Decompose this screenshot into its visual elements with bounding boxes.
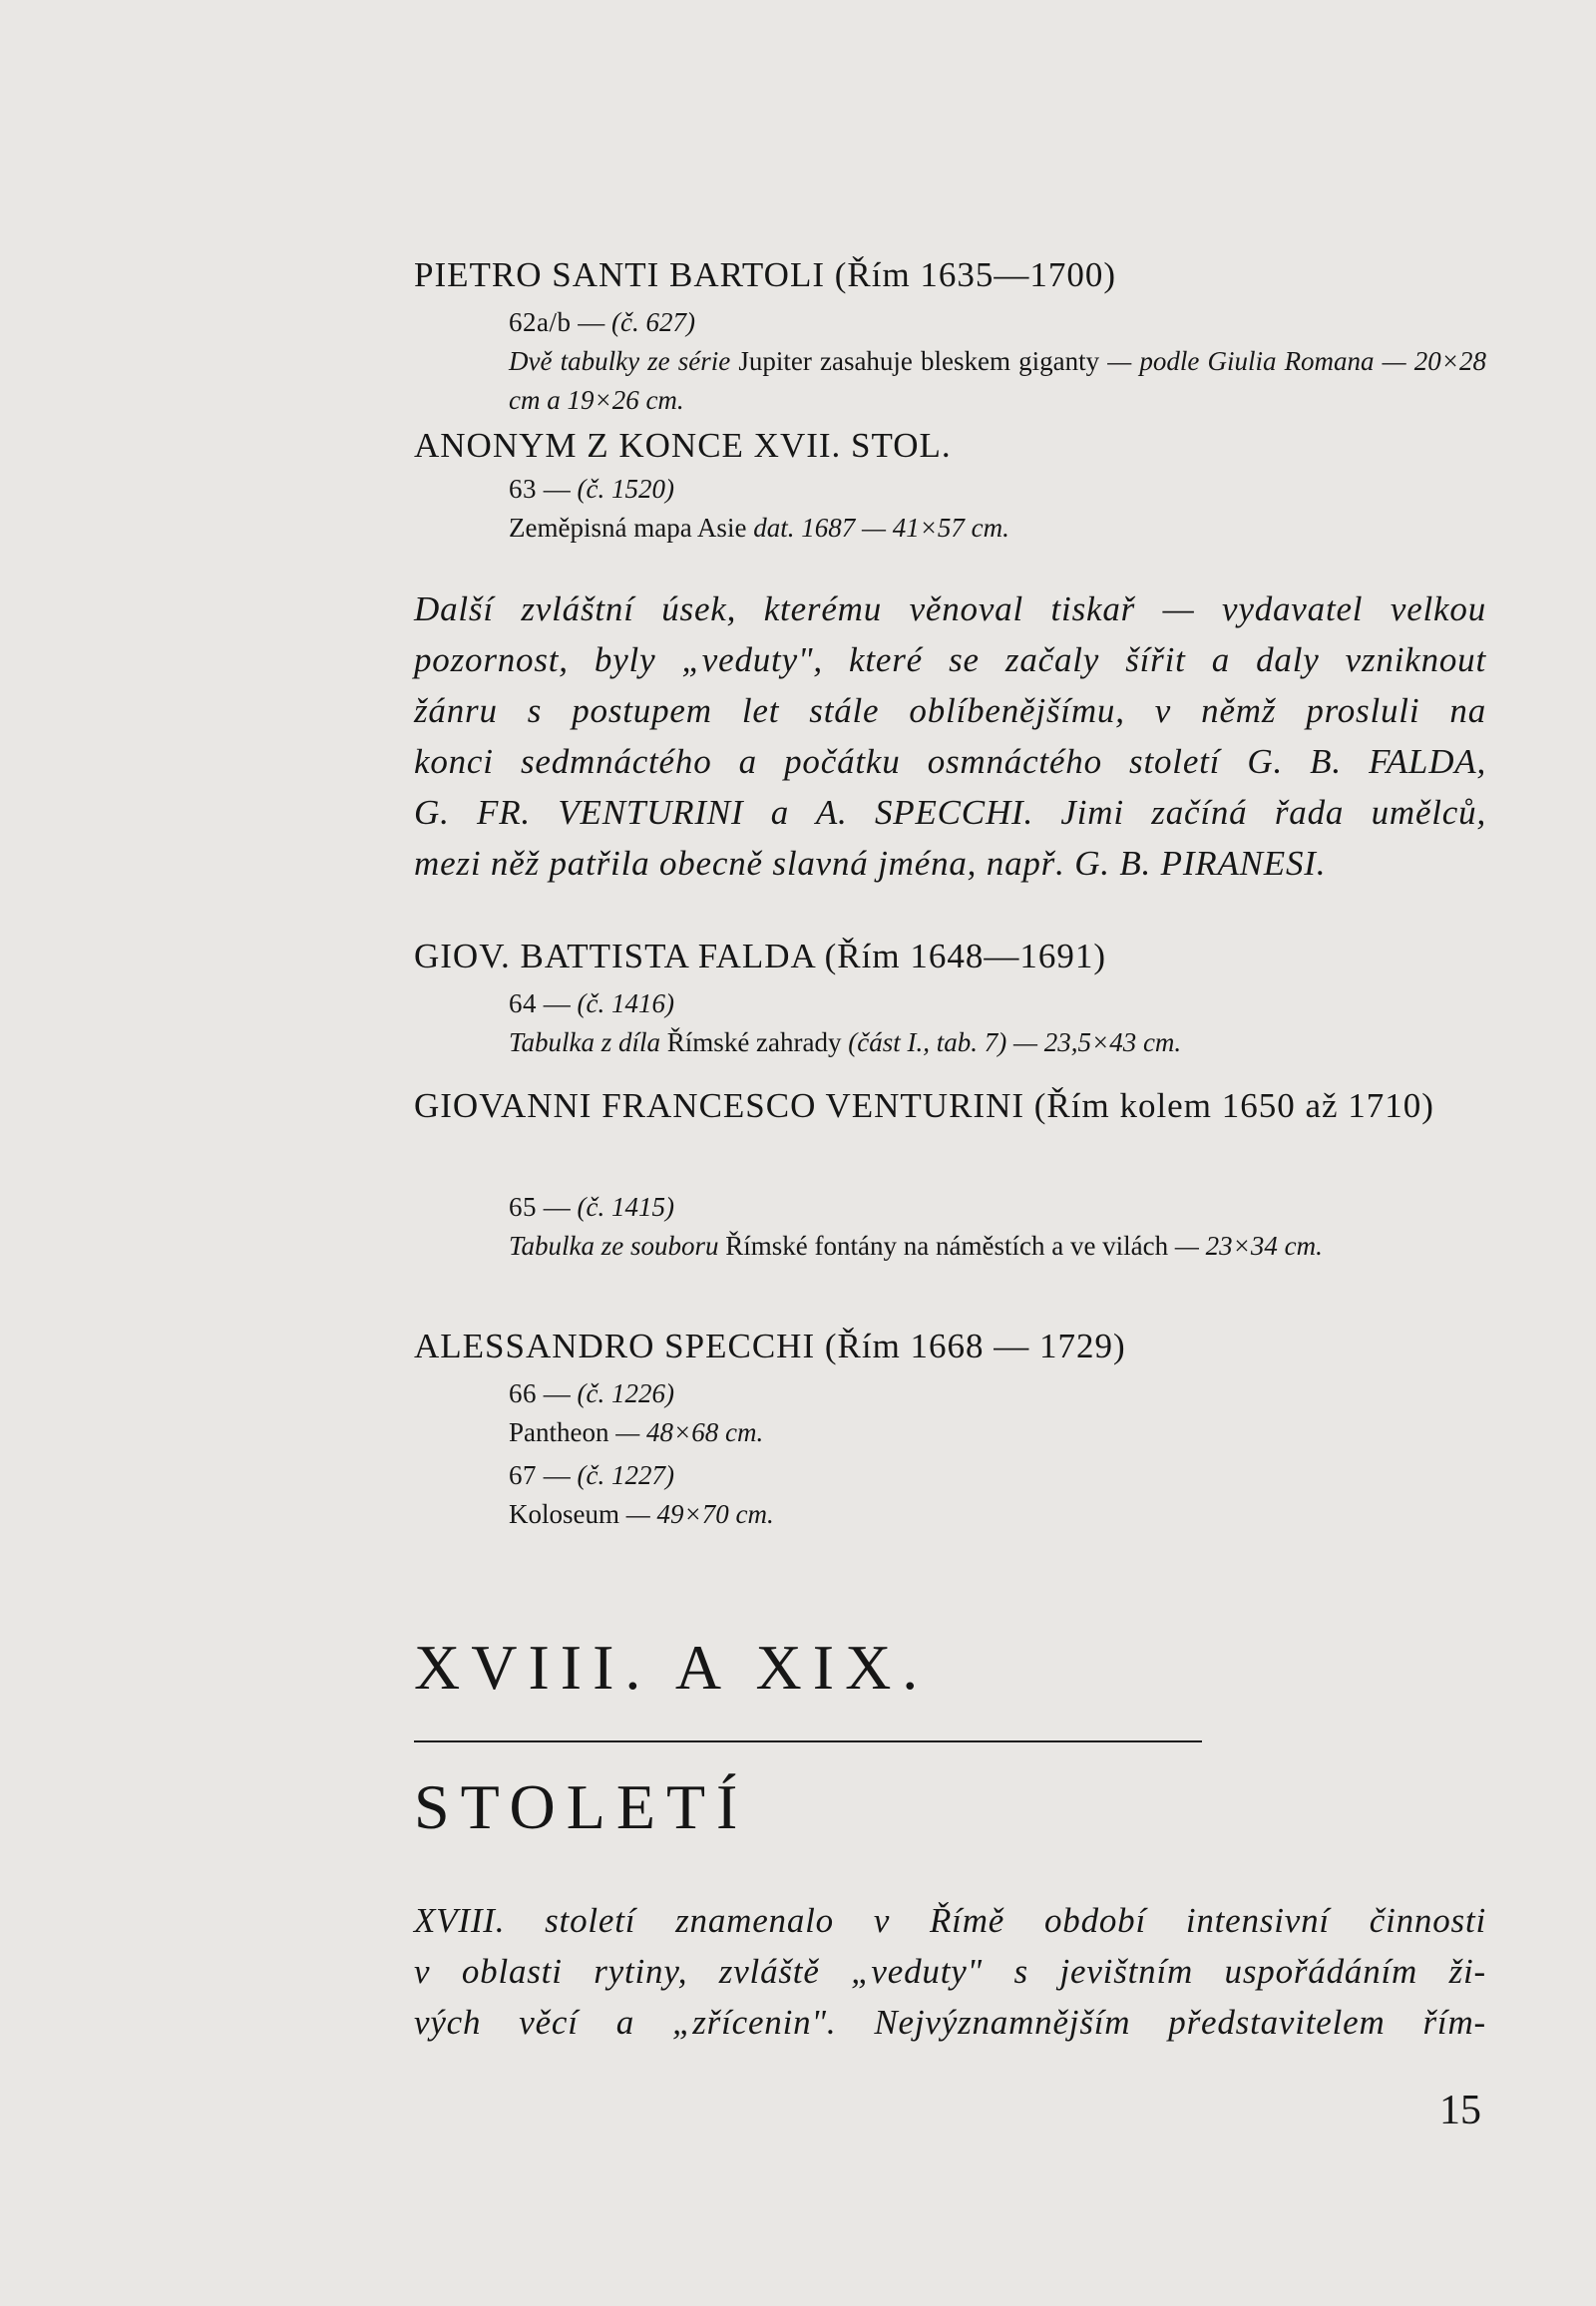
paragraph-line: v oblasti rytiny, zvláště „veduty" s jevištním uspořádáním ži- [414, 1952, 1486, 1991]
page-number: 15 [1439, 2088, 1481, 2133]
entry-description: Pantheon — 48×68 cm. [509, 1417, 764, 1447]
paragraph-line: pozornost, byly „veduty", které se začaly šířit a daly vzniknout [414, 640, 1486, 679]
artist-heading-bartoli: PIETRO SANTI BARTOLI (Řím 1635—1700) [414, 255, 1117, 294]
heading-divider [414, 1740, 1202, 1742]
entry-number: 66 [509, 1378, 537, 1408]
chapter-heading-line2: STOLETÍ [414, 1771, 749, 1842]
catalog-entry-66: 66 — (č. 1226) Pantheon — 48×68 cm. [509, 1374, 1486, 1452]
paragraph-line: konci sedmnáctého a počátku osmnáctého století G. B. FALDA, [414, 742, 1486, 781]
entry-description: Tabulka z díla Římské zahrady (část I., tab. 7) — 23,5×43 cm. [509, 1027, 1182, 1057]
entry-reference: (č. 1226) [577, 1378, 674, 1408]
entry-reference: (č. 1227) [577, 1460, 674, 1490]
intro-paragraph-18th-century [414, 1895, 1486, 2048]
paragraph-line: G. FR. VENTURINI a A. SPECCHI. Jimi začíná řada umělců, [414, 793, 1486, 832]
paragraph-line: XVIII. století znamenalo v Římě období intensivní činnosti [414, 1901, 1486, 1940]
catalog-entry-67: 67 — (č. 1227) Koloseum — 49×70 cm. [509, 1456, 1486, 1534]
entry-number: 63 [509, 474, 537, 504]
paragraph-line: vých věcí a „zřícenin". Nejvýznamnějším představitelem řím- [414, 2003, 1486, 2042]
intro-paragraph-veduty [414, 583, 1486, 889]
entry-number: 65 [509, 1192, 537, 1222]
entry-description: Dvě tabulky ze série Jupiter zasahuje bleskem giganty — podle Giulia Romana — 20×28 cm a 19×26 cm. [509, 346, 1487, 415]
entry-description: Tabulka ze souboru Římské fontány na náměstích a ve vilách — 23×34 cm. [509, 1231, 1323, 1261]
paragraph-line: mezi něž patřila obecně slavná jména, např. G. B. PIRANESI. [414, 844, 1327, 883]
catalog-entry-64: 64 — (č. 1416) Tabulka z díla Římské zahrady (část I., tab. 7) — 23,5×43 cm. [509, 984, 1486, 1062]
artist-heading-falda: GIOV. BATTISTA FALDA (Řím 1648—1691) [414, 937, 1107, 975]
entry-reference: (č. 1415) [577, 1192, 674, 1222]
catalog-entry-62: 62a/b — (č. 627) Dvě tabulky ze série Jupiter zasahuje bleskem giganty — podle Giulia Romana — 20×28 cm a 19×26 cm. [509, 303, 1486, 420]
entry-reference: (č. 1520) [577, 474, 674, 504]
entry-number: 64 [509, 988, 537, 1018]
entry-description: Zeměpisná mapa Asie dat. 1687 — 41×57 cm. [509, 513, 1009, 543]
artist-heading-venturini: GIOVANNI FRANCESCO VENTURINI (Řím kolem 1650 až 1710) [414, 1086, 1434, 1125]
entry-number: 62a/b [509, 307, 572, 337]
chapter-heading-line1: XVIII. A XIX. [414, 1632, 930, 1703]
entry-description: Koloseum — 49×70 cm. [509, 1499, 774, 1529]
entry-number: 67 [509, 1460, 537, 1490]
catalog-entry-63: 63 — (č. 1520) Zeměpisná mapa Asie dat. 1687 — 41×57 cm. [509, 470, 1486, 548]
paragraph-line: žánru s postupem let stále oblíbenějšímu, v němž prosluli na [414, 691, 1486, 730]
artist-heading-anonym: ANONYM Z KONCE XVII. STOL. [414, 426, 952, 465]
entry-reference: (č. 1416) [577, 988, 674, 1018]
catalog-entry-65: 65 — (č. 1415) Tabulka ze souboru Římské fontány na náměstích a ve vilách — 23×34 cm. [509, 1188, 1486, 1266]
artist-heading-specchi: ALESSANDRO SPECCHI (Řím 1668 — 1729) [414, 1327, 1126, 1365]
entry-reference: (č. 627) [611, 307, 695, 337]
paragraph-line: Další zvláštní úsek, kterému věnoval tiskař — vydavatel velkou [414, 589, 1486, 628]
